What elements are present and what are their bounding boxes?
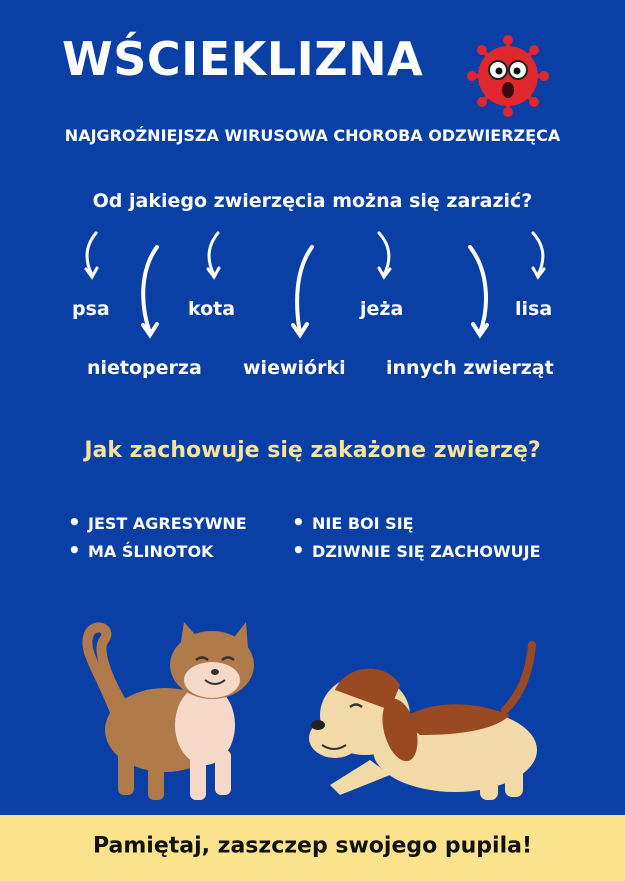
symptoms-list-right (292, 508, 541, 564)
animal-squirrel: wiewiórki (243, 357, 346, 379)
animal-bat: nietoperza (87, 357, 202, 379)
arrow-icon (143, 247, 157, 335)
poster-title: WŚCIEKLIZNA (62, 32, 424, 86)
animal-other: innych zwierząt (386, 357, 554, 379)
footer-message: Pamiętaj, zaszczep swojego pupila! (92, 833, 533, 859)
arrow-icon (470, 247, 487, 335)
animal-dog: psa (72, 298, 110, 320)
symptom-item: • NIE BOI SIĘ (292, 508, 541, 536)
infection-question: Od jakiego zwierzęcia można się zarazić? (92, 190, 533, 212)
symptom-item: • MA ŚLINOTOK (68, 536, 247, 564)
arrow-icon (379, 233, 390, 277)
arrow-icon (293, 247, 312, 335)
animal-hedgehog: jeża (360, 298, 404, 320)
arrows-group (0, 225, 625, 345)
symptom-item: • JEST AGRESYWNE (68, 508, 247, 536)
symptom-item: • DZIWNIE SIĘ ZACHOWUJE (292, 536, 541, 564)
cat-illustration (87, 622, 254, 800)
arrow-icon (86, 233, 97, 277)
animal-fox: lisa (515, 298, 553, 320)
poster-subtitle: NAJGROŹNIEJSZA WIRUSOWA CHOROBA ODZWIERZĘCA (64, 126, 561, 145)
virus-icon (462, 30, 554, 122)
animals-illustration (0, 610, 625, 820)
behavior-title: Jak zachowuje się zakażone zwierzę? (84, 438, 541, 463)
arrow-icon (533, 233, 544, 277)
symptoms-list-left (68, 508, 247, 564)
animal-cat: kota (188, 298, 236, 320)
dog-illustration (309, 645, 537, 800)
arrow-icon (208, 233, 219, 277)
